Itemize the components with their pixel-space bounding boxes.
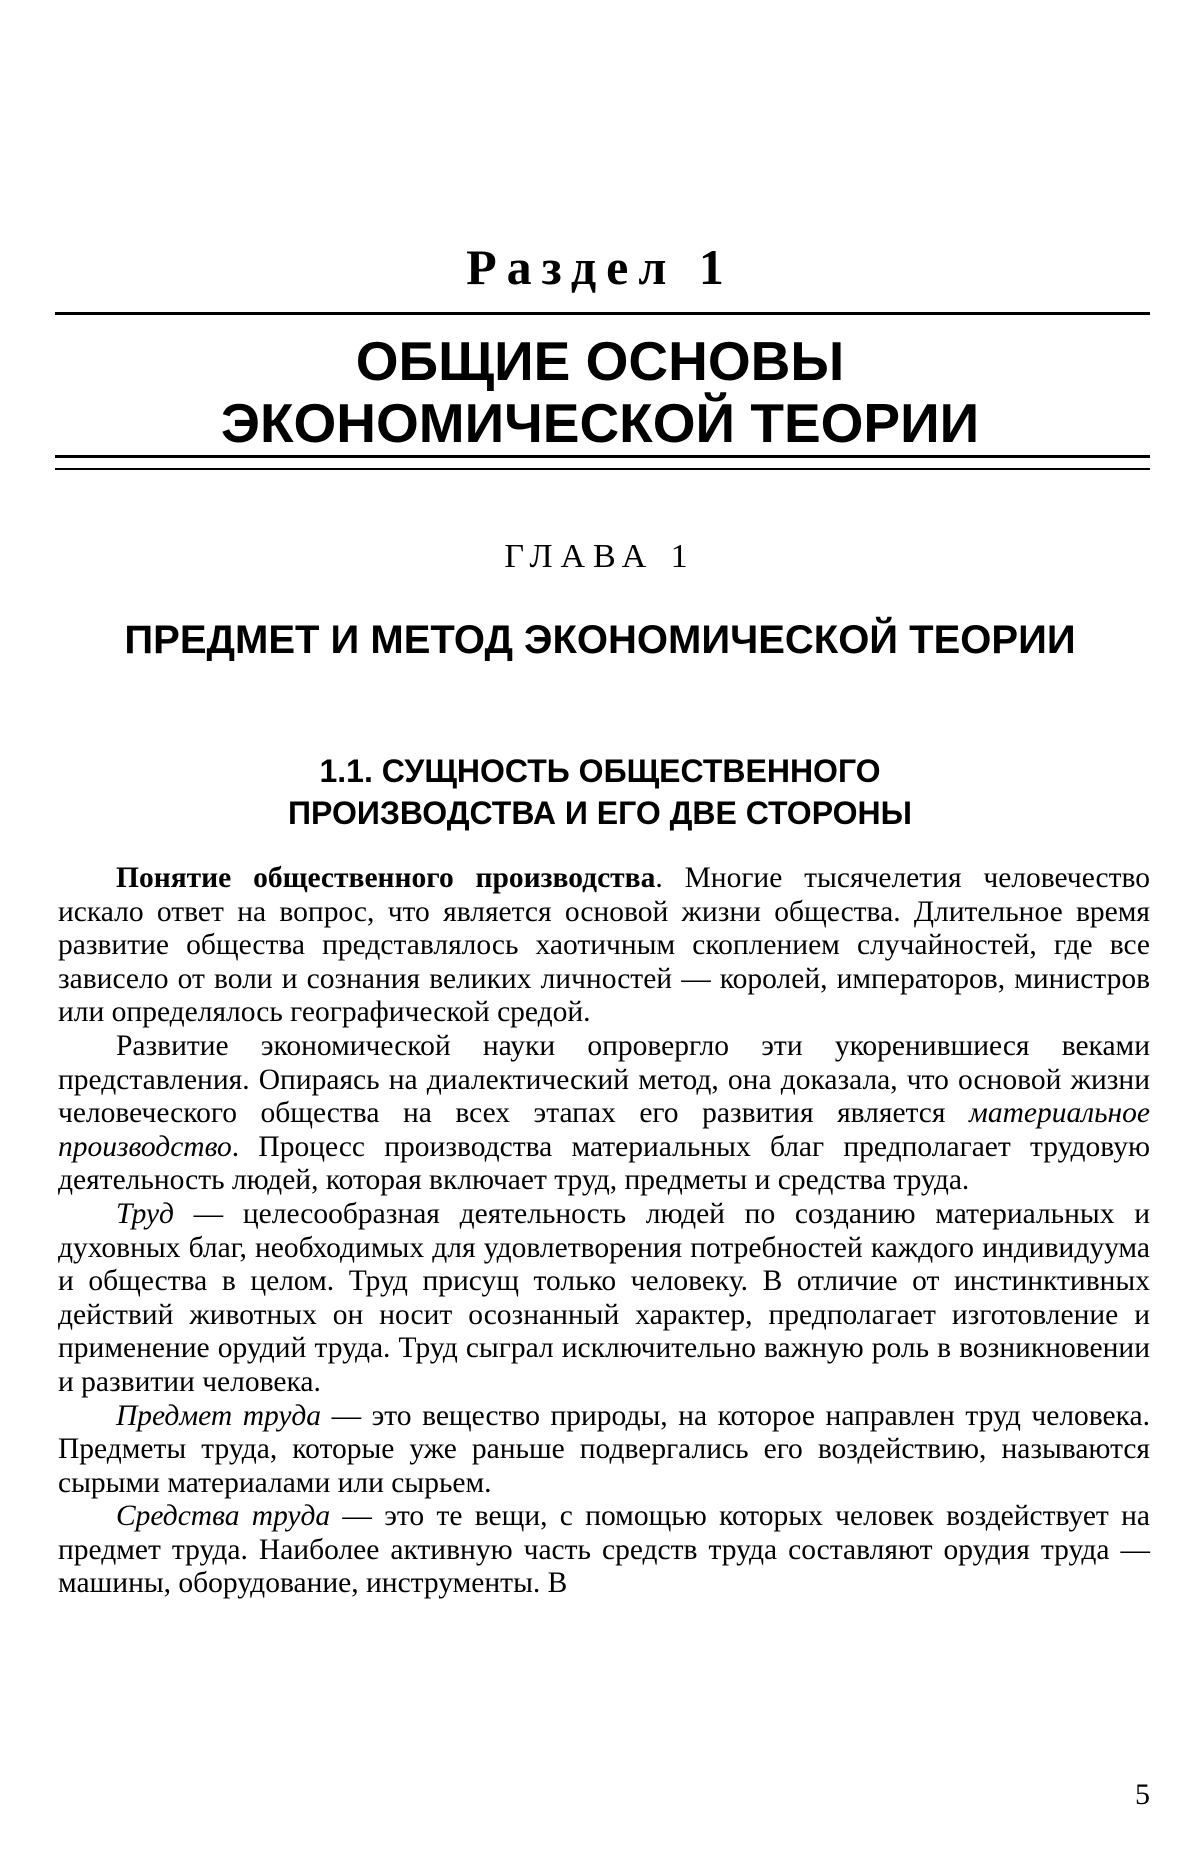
page-number: 5 (1135, 1778, 1150, 1811)
paragraph-5-term: Средства труда (116, 1500, 331, 1533)
bottom-rule-thin (55, 468, 1150, 470)
section-title-line-1: 1.1. СУЩНОСТЬ ОБЩЕСТВЕННОГО (319, 753, 881, 789)
paragraph-1-lead: Понятие общественного производства (116, 862, 656, 894)
paragraph-3-term: Труд (116, 1197, 174, 1230)
section-title-line-2: ПРОИЗВОДСТВА И ЕГО ДВЕ СТОРОНЫ (288, 795, 912, 831)
top-rule (55, 312, 1150, 315)
paragraph-4-term: Предмет труда (116, 1399, 322, 1432)
paragraph-1-text: . Многие тысячелетия человечество искало ответ на вопрос, что является основой жизни общества. Длительное время развитие общества представлялось хаотичным скоплением случайностей, где все зависело от воли и сознания великих личностей — королей, императоров, министров или определялось географической средой. (58, 862, 1150, 1029)
part-title-line-2: ЭКОНОМИЧЕСКОЙ ТЕОРИИ (220, 392, 980, 454)
paragraph-2 (58, 1030, 1150, 1198)
bottom-rule-thick (55, 455, 1150, 458)
part-title-line-1: ОБЩИЕ ОСНОВЫ (355, 330, 845, 392)
paragraph-3-text: — целесообразная деятельность людей по созданию материальных и духовных благ, необходимых для удовлетворения потребностей каждого индивидуума и общества в целом. Труд присущ только человеку. В отличие от инстинктивных действий животных он носит осознанный характер, предполагает изготовление и применение орудий труда. Труд сыграл исключительно важную роль в возникновении и развитии человека. (58, 1197, 1150, 1398)
paragraph-2-before: Развитие экономической науки опровергло эти укоренившиеся веками представления. Опираясь на диалектический метод, она доказала, что основой жизни человеческого общества на всех этапах его развития является (58, 1029, 1150, 1130)
paragraph-1 (58, 862, 1150, 1030)
section-title (0, 750, 1200, 834)
body-text (58, 862, 1150, 1601)
paragraph-3 (58, 1198, 1150, 1400)
paragraph-4-text: — это вещество природы, на которое направлен труд человека. Предметы труда, которые уже раньше подвергались его воздействию, называются сырыми материалами или сырьем. (58, 1399, 1151, 1499)
paragraph-5 (58, 1500, 1150, 1601)
paragraph-4 (58, 1400, 1150, 1501)
chapter-title: ПРЕДМЕТ И МЕТОД ЭКОНОМИЧЕСКОЙ ТЕОРИИ (124, 618, 1076, 662)
paragraph-2-term: материальное производство (58, 1097, 1150, 1163)
paragraph-2-after: . Процесс производства материальных благ предполагает трудовую деятельность людей, которая включает труд, предметы и средства труда. (58, 1130, 1150, 1197)
chapter-label: ГЛАВА 1 (504, 538, 696, 575)
section-label: Раздел 1 (466, 239, 734, 295)
paragraph-5-text: — это те вещи, с помощью которых человек воздействует на предмет труда. Наиболее активную часть средств труда составляют орудия труда — машины, оборудование, инструменты. В (58, 1500, 1151, 1600)
part-title (0, 330, 1200, 454)
